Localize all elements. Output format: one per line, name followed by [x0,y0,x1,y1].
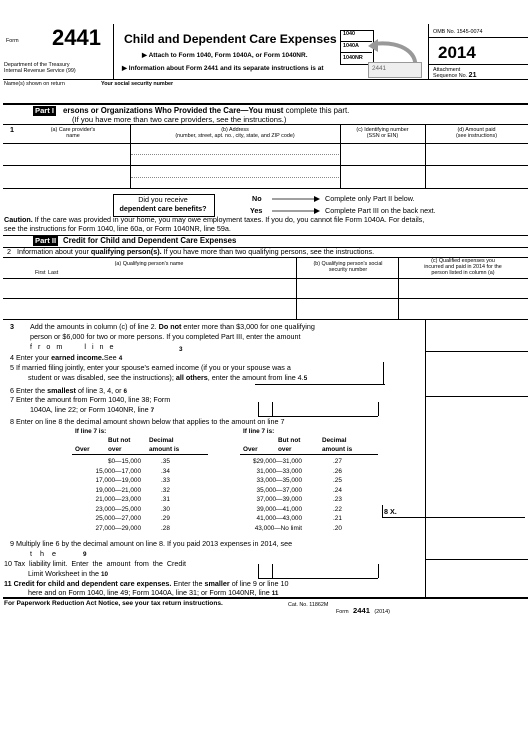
tab-1040: 1040 [343,31,355,37]
decimal-value-right-1: .26 [333,467,342,475]
form-label: Form [6,38,19,44]
line5-text-b: student or was disabled, see the instructions); all others, enter the amount from line 4.5 [28,373,308,382]
line4-amount-field[interactable] [260,352,380,362]
decimal-range-right-1: 31,000—33,000 [256,467,302,475]
over-right: Over [243,446,258,453]
person1-name-field[interactable] [4,279,295,297]
decimal-value-right-2: .25 [333,477,342,484]
decimal-value-left-7: .28 [161,524,170,532]
decimal-range-left-1: 15,000—17,000 [95,467,141,475]
line11-text-a: 11 Credit for child and dependent care expenses. Enter the smaller of line 9 or line 10 [4,579,289,588]
decimal-range-left-5: 23,000—25,000 [95,505,141,513]
decimal-value-right-7: .20 [333,524,342,532]
if-line7-left: If line 7 is: [75,428,107,435]
tab-1040a: 1040A [343,43,359,49]
attach-line: ▶ Attach to Form 1040, Form 1040A, or Form 1040NR. [142,52,308,59]
decimal-value-right-4: .23 [333,496,342,503]
decimal-value-right-0: .27 [333,458,342,465]
paperwork-notice: For Paperwork Reduction Act Notice, see your tax return instructions. [4,600,223,607]
decimal-range-left-2: 17,000—19,000 [95,477,141,484]
amount-is-right: amount is [322,446,353,453]
decimal-range-right-0: $29,000—31,000 [252,458,302,465]
ssn-field[interactable] [330,88,526,100]
decimal-left: Decimal [149,437,174,444]
dept-line1: Department of the Treasury [4,62,70,68]
if-line7-right: If line 7 is: [243,428,275,435]
yes-result: Complete Part III on the back next. [325,206,436,215]
info-line: ▶ Information about Form 2441 and its separate instructions is at [122,65,324,72]
provider1-amount-field[interactable] [426,144,527,164]
names-label: Name(s) shown on return [4,81,65,87]
person2-ssn-field[interactable] [297,299,397,318]
line3-text-c: person or $6,000 for two or more persons. If you completed Part III, enter the amount [30,332,301,341]
part1-title: ersons or Organizations Who Provided the Care—You must complete this part. [63,106,350,115]
last-label: Last [48,270,59,276]
person2-expenses-field[interactable] [399,299,527,318]
benefits-question-line1: Did you receive [138,195,188,204]
form-title: Child and Dependent Care Expenses [124,32,337,46]
but-not-left: But not [108,437,131,444]
q-col-a-header: (a) Qualifying person's name [114,261,184,267]
decimal-value-left-6: .29 [161,515,170,522]
no-label: No [252,194,262,203]
q-col-b-header: (b) Qualifying person's social security number [313,261,383,273]
line8-amount-field[interactable] [398,506,524,516]
decimal-value-right-6: .21 [333,515,342,522]
part2-title: Credit for Child and Dependent Care Expenses [63,236,237,245]
line5-text-a: 5 If married filing jointly, enter your spouse's earned income (if you or your spouse was a [10,363,291,372]
q-col-c-header: (c) Qualified expenses you incurred and paid in 2014 for the person listed in column (a) [424,258,502,276]
part1-subtitle: (If you have more than two care providers, see the instructions.) [72,115,287,124]
person1-ssn-field[interactable] [297,279,397,297]
line10-text-a: 10 Tax liability limit. Enter the amount from the Credit [4,559,187,568]
over-left: Over [75,446,90,453]
tax-year: 2014 [438,43,476,62]
dept-line2: Internal Revenue Service (99) [4,68,76,74]
part1-badge: Part I [35,106,54,115]
line9-text-a: 9 Multiply line 6 by the decimal amount on line 8. If you paid 2013 expenses in 2014, see [10,539,293,548]
provider2-amount-field[interactable] [426,166,527,187]
attachment-label: Attachment [433,67,461,73]
provider1-name-field[interactable] [4,144,129,164]
line9-box-label: 9 [83,551,87,558]
line8-text: 8 Enter on line 8 the decimal amount shown below that applies to the amount on line 7 [10,417,285,426]
decimal-range-right-2: 33,000—35,000 [256,477,302,484]
yes-label: Yes [250,206,263,215]
benefits-question-line2: dependent care benefits? [119,204,207,213]
decimal-range-right-5: 39,000—41,000 [256,505,302,513]
line8-box-label: 8 X. [384,507,397,516]
provider1-id-field[interactable] [341,144,424,164]
line11-text-b: here and on Form 1040, line 49; Form 1040A, line 31; or Form 1040NR, line 11 [28,588,279,597]
cat-number: Cat. No. 11862M [288,602,329,608]
decimal-range-left-0: $0—15,000 [107,458,141,465]
arrow-icons [270,194,322,216]
line3-text-d: f r o m l i n e [30,342,116,351]
decimal-range-left-3: 19,000—21,000 [95,486,141,494]
col-a-header: (a) Care provider's name [50,127,96,139]
person2-name-field[interactable] [4,299,295,318]
line6-text: 6 Enter the smallest of line 3, 4, or 6 [10,386,128,395]
decimal-value-left-3: .32 [161,486,170,494]
sequence-label: Sequence No. 21 [433,72,477,79]
line11-amount-field[interactable] [426,585,526,596]
provider2-id-field[interactable] [341,166,424,187]
line4-text: 4 Enter your earned income.See 4 [10,353,123,362]
line5-amount-field[interactable] [385,368,423,382]
omb-number: OMB No. 1545-0074 [433,29,483,35]
person1-expenses-field[interactable] [399,279,527,297]
line3-amount-field[interactable] [426,336,526,350]
decimal-value-left-4: .31 [161,496,170,503]
decimal-range-right-7: 43,000—No limit [254,524,302,532]
decimal-range-right-4: 37,000—39,000 [256,496,302,503]
decimal-value-right-5: .22 [333,505,342,513]
line7-text-b: 1040A, line 22; or Form 1040NR, line 7 [30,405,155,414]
line10-amount-field[interactable] [273,565,377,577]
form-number: 2441 [52,25,101,50]
line9-amount-field[interactable] [426,546,526,558]
line7-text-a: 7 Enter the amount from Form 1040, line 38; Form [10,395,171,404]
decimal-range-right-3: 35,000—37,000 [256,486,302,494]
decimal-range-left-6: 25,000—27,000 [95,515,141,522]
line6-amount-field[interactable] [426,384,526,396]
part2-badge: Part II [35,236,57,245]
provider2-name-field[interactable] [4,166,129,187]
amount-is-left: amount is [149,446,180,453]
decimal-value-left-1: .34 [161,467,170,475]
line9-text-b: t h e [30,549,59,558]
decimal-range-left-4: 21,000—23,000 [95,496,141,503]
line1-number: 1 [10,125,14,134]
decimal-right: Decimal [322,437,347,444]
decimal-value-left-5: .30 [161,505,170,513]
col-c-header: (c) Identifying number (SSN or EIN) [356,127,409,139]
over2-left: over [108,446,122,453]
line3-number: 3 [10,322,14,331]
line7-amount-field[interactable] [273,403,377,415]
but-not-right: But not [278,437,301,444]
no-result: Complete only Part II below. [325,194,415,203]
footer-form-id: Form 2441 (2014) [336,606,390,615]
line2-text: 2 Information about your qualifying person(s). If you have more than two qualifying persons, see the instructions. [7,247,375,256]
decimal-range-right-6: 41,000—43,000 [256,515,302,522]
caution-line1: Caution. If the care was provided in your home, you may owe employment taxes. If you do, you cannot file Form 1040A. For details, [4,215,425,224]
first-label: First [35,270,46,276]
over2-right: over [278,446,292,453]
ssn-label: Your social security number [101,81,174,87]
caution-line2: see the instructions for Form 1040, line 60a, or Form 1040NR, line 59a. [4,224,231,233]
col-d-header: (d) Amount paid (see instructions) [455,127,498,139]
line3-box-label: 3 [179,346,183,353]
decimal-range-left-7: 27,000—29,000 [95,524,141,532]
tab-2441: 2441 [372,65,387,72]
decimal-value-left-0: .35 [161,458,170,465]
tab-1040nr: 1040NR [343,55,363,61]
col-b-header: (b) Address (number, street, apt. no., city, state, and ZIP code) [175,127,295,139]
provider1-address-field[interactable] [131,144,339,164]
names-field[interactable] [4,88,326,100]
decimal-value-left-2: .33 [161,477,170,484]
line3-text-a: Add the amounts in column (c) of line 2. Do not enter more than $3,000 for one qualifying [30,322,315,331]
decimal-value-right-3: .24 [333,486,342,494]
provider2-address-field[interactable] [131,166,339,187]
line10-text-b: Limit Worksheet in the 10 [28,569,108,578]
